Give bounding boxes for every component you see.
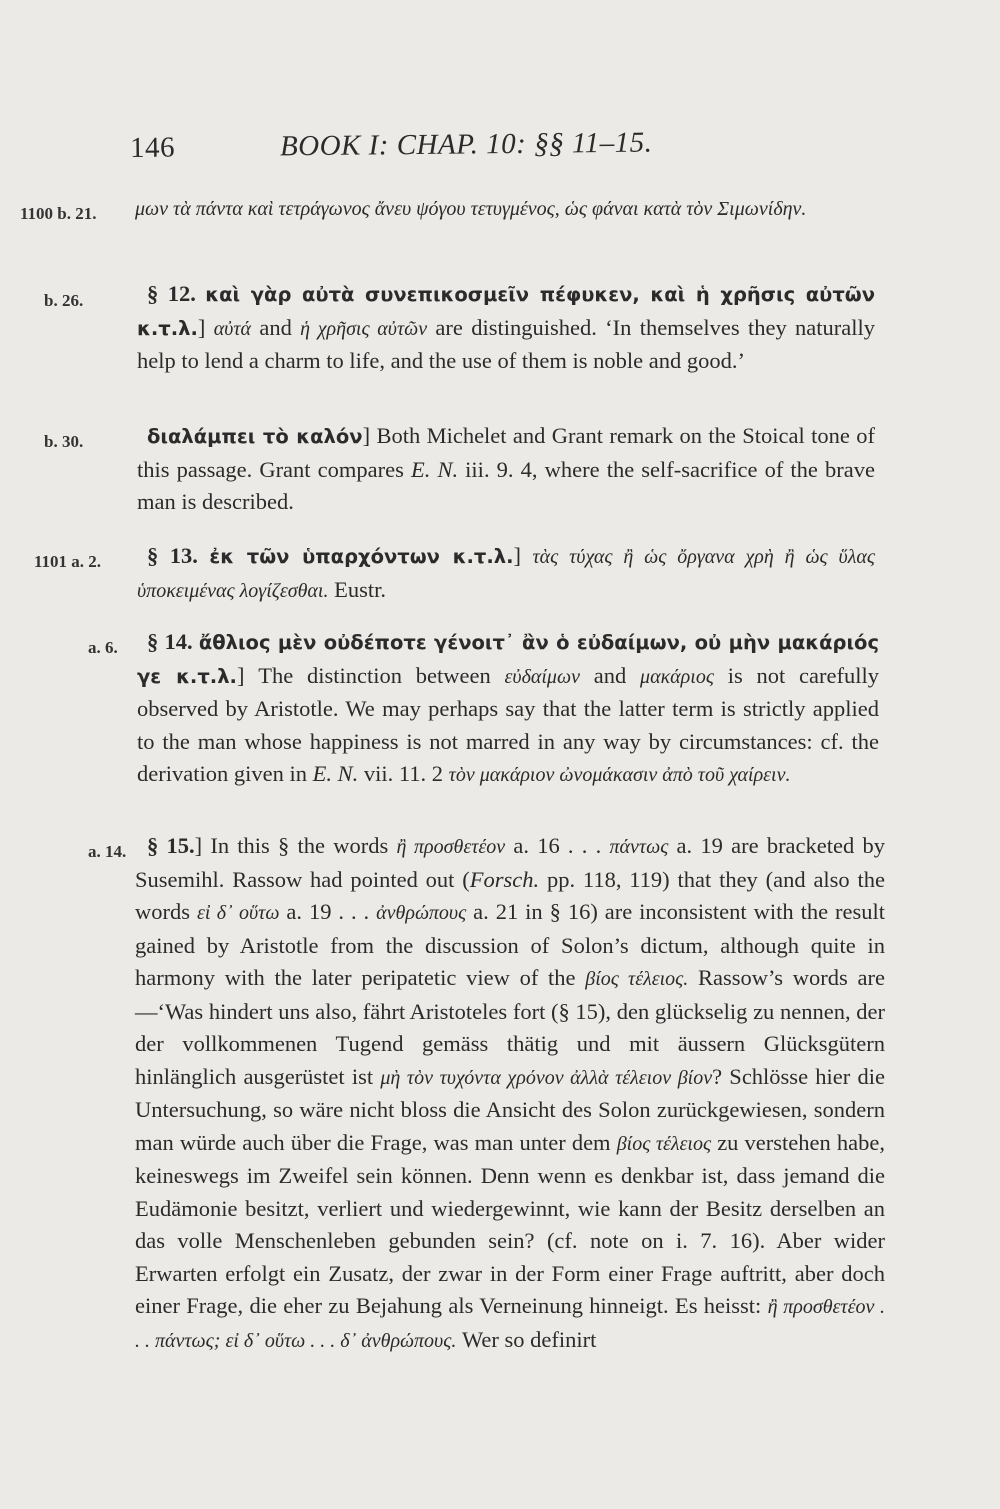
lemma-greek: ἐκ τῶν ὑπαρχόντων κ.τ.λ. xyxy=(209,545,514,568)
greek-quote: ἡ χρῆσις αὐτῶν xyxy=(300,317,428,340)
text-run: ? Schlösse hier die Untersuchung, so wäre nicht bloss die Ansicht des Solon zurückgewiesen, sondern man würde auch über die Frage, was man unter dem xyxy=(135,1063,885,1155)
text-run: ] In this § the words xyxy=(194,833,397,858)
section-mark: § 14. xyxy=(147,629,199,654)
italic-citation: E. N. xyxy=(312,761,359,786)
text-run: ] The distinction between xyxy=(236,662,505,688)
text-run: Eustr. xyxy=(328,576,386,602)
italic-citation: Forsch. xyxy=(469,866,540,892)
line-reference: a. 6. xyxy=(88,638,118,657)
greek-quote: αὐτά xyxy=(213,317,252,340)
line-reference: b. 30. xyxy=(44,432,84,451)
section-mark: § 13. xyxy=(147,543,210,568)
text-run: Rassow’s words are—‘Was hindert uns also, fährt Aristoteles fort (§ 15), den glückselig zu nennen, der der vollkommenen Tugend gemäss thätig und mit äussern Glücksgütern hinlänglich ausgerüstet ist xyxy=(135,965,885,1089)
greek-quote: πάντως xyxy=(609,836,669,858)
text-run: a. 21 in § 16) are inconsistent with the result gained by Aristotle from the discussion of Solon’s dictum, although quite in harmony with the later peripatetic view of the xyxy=(135,899,885,990)
text-run: a. 16 . . . xyxy=(505,833,610,858)
commentary-text xyxy=(137,540,875,607)
greek-quote: εὐδαίμων xyxy=(504,665,580,688)
line-reference: 1100 b. 21. xyxy=(20,204,97,223)
page-header xyxy=(130,125,830,165)
section-mark: § 15. xyxy=(147,833,195,858)
text-run: Wer so definirt xyxy=(456,1326,597,1352)
running-title: BOOK I: CHAP. 10: §§ 11–15. xyxy=(279,126,653,163)
line-reference: a. 14. xyxy=(88,842,127,861)
text-run: ] Both Michelet and Grant remark on the Stoical tone of this passage. Grant compares xyxy=(137,423,875,482)
commentary-text xyxy=(137,420,875,519)
greek-quote: ἢ προσθετέον xyxy=(396,836,506,858)
greek-quote: μακάριος xyxy=(640,665,714,688)
commentary-text xyxy=(137,626,879,792)
text-run: ] xyxy=(513,543,533,568)
greek-quote: μὴ τὸν τυχόντα χρόνον ἀλλὰ τέλειον βίον xyxy=(380,1066,713,1089)
page-number: 146 xyxy=(129,131,176,164)
greek-quote: τὸν μακάριον ὠνομάκασιν ἀπὸ τοῦ χαίρειν. xyxy=(448,764,791,786)
text-run: are distinguished. ‘In themselves they naturally help to lend a charm to life, and the use of them is noble and good.’ xyxy=(137,314,875,373)
line-reference: 1101 a. 2. xyxy=(34,552,102,571)
greek-quote: εἰ δ᾽ οὕτω xyxy=(196,902,280,924)
text-run: is not carefully observed by Aristotle. We may perhaps say that the latter term is strictly applied to the man whose happiness is not marred in any way by circumstances: cf. the derivation given in xyxy=(137,662,879,786)
lemma-greek: καὶ γὰρ αὐτὰ συνεπικοσμεῖν πέφυκεν, καὶ ἡ χρῆσις αὐτῶν κ.τ.λ. xyxy=(137,283,876,340)
line-reference: b. 26. xyxy=(44,291,84,310)
commentary-text xyxy=(135,192,875,226)
greek-quote: βίος τέλειος xyxy=(616,1132,712,1155)
greek-quote: ἢ προσθετέον . . . πάντως; εἰ δ᾽ οὕτω . . . δ᾽ ἀνθρώπους. xyxy=(135,1296,886,1352)
commentary-text xyxy=(135,830,885,1357)
commentary-text xyxy=(137,278,875,378)
text-run: ] xyxy=(197,314,214,340)
text-run: iii. 9. 4, where the self-sacrifice of the brave man is described. xyxy=(137,456,875,514)
greek-quote: μων τὰ πάντα καὶ τετράγωνος ἄνευ ψόγου τετυγμένος, ὡς φάναι κατὰ τὸν Σιμωνίδην. xyxy=(135,198,807,220)
text-run: a. 19 . . . xyxy=(279,899,377,924)
italic-citation: E. N. xyxy=(410,456,459,482)
text-run: vii. 11. 2 xyxy=(358,761,449,786)
text-run: a. 19 are bracketed by Susemihl. Rassow had pointed out ( xyxy=(135,833,885,892)
section-mark: § 12. xyxy=(147,281,206,306)
lemma-greek: διαλάμπει τὸ καλόν xyxy=(147,425,363,448)
text-run: pp. 118, 119) that they (and also the words xyxy=(135,866,886,924)
text-run: zu verstehen habe, keineswegs im Zweifel sein können. Denn wenn es denkbar ist, dass jemand die Eudämonie besitzt, verliert und wiedergewinnt, wie kann der Besitz derselben an das volle Menschenleben gebunden sein? (cf. note on i. 7. 16). Aber wider Erwarten erfolgt ein Zusatz, der zwar in der Form einer Frage auftritt, aber doch einer Frage, die eher zu Bejahung als Verneinung hinneigt. Es heisst: xyxy=(135,1129,885,1318)
text-run: and xyxy=(579,662,641,688)
greek-quote: ἀνθρώπους xyxy=(376,902,467,924)
text-run: and xyxy=(251,314,301,340)
greek-quote: βίος τέλειος. xyxy=(585,968,689,990)
lemma-greek: ἄθλιος μὲν οὐδέποτε γένοιτ᾽ ἂν ὁ εὐδαίμων, οὐ μὴν μακάριός γε κ.τ.λ. xyxy=(137,631,880,688)
greek-quote: τὰς τύχας ἢ ὡς ὄργανα χρὴ ἢ ὡς ὕλας ὑποκειμένας λογίζεσθαι. xyxy=(137,546,876,602)
